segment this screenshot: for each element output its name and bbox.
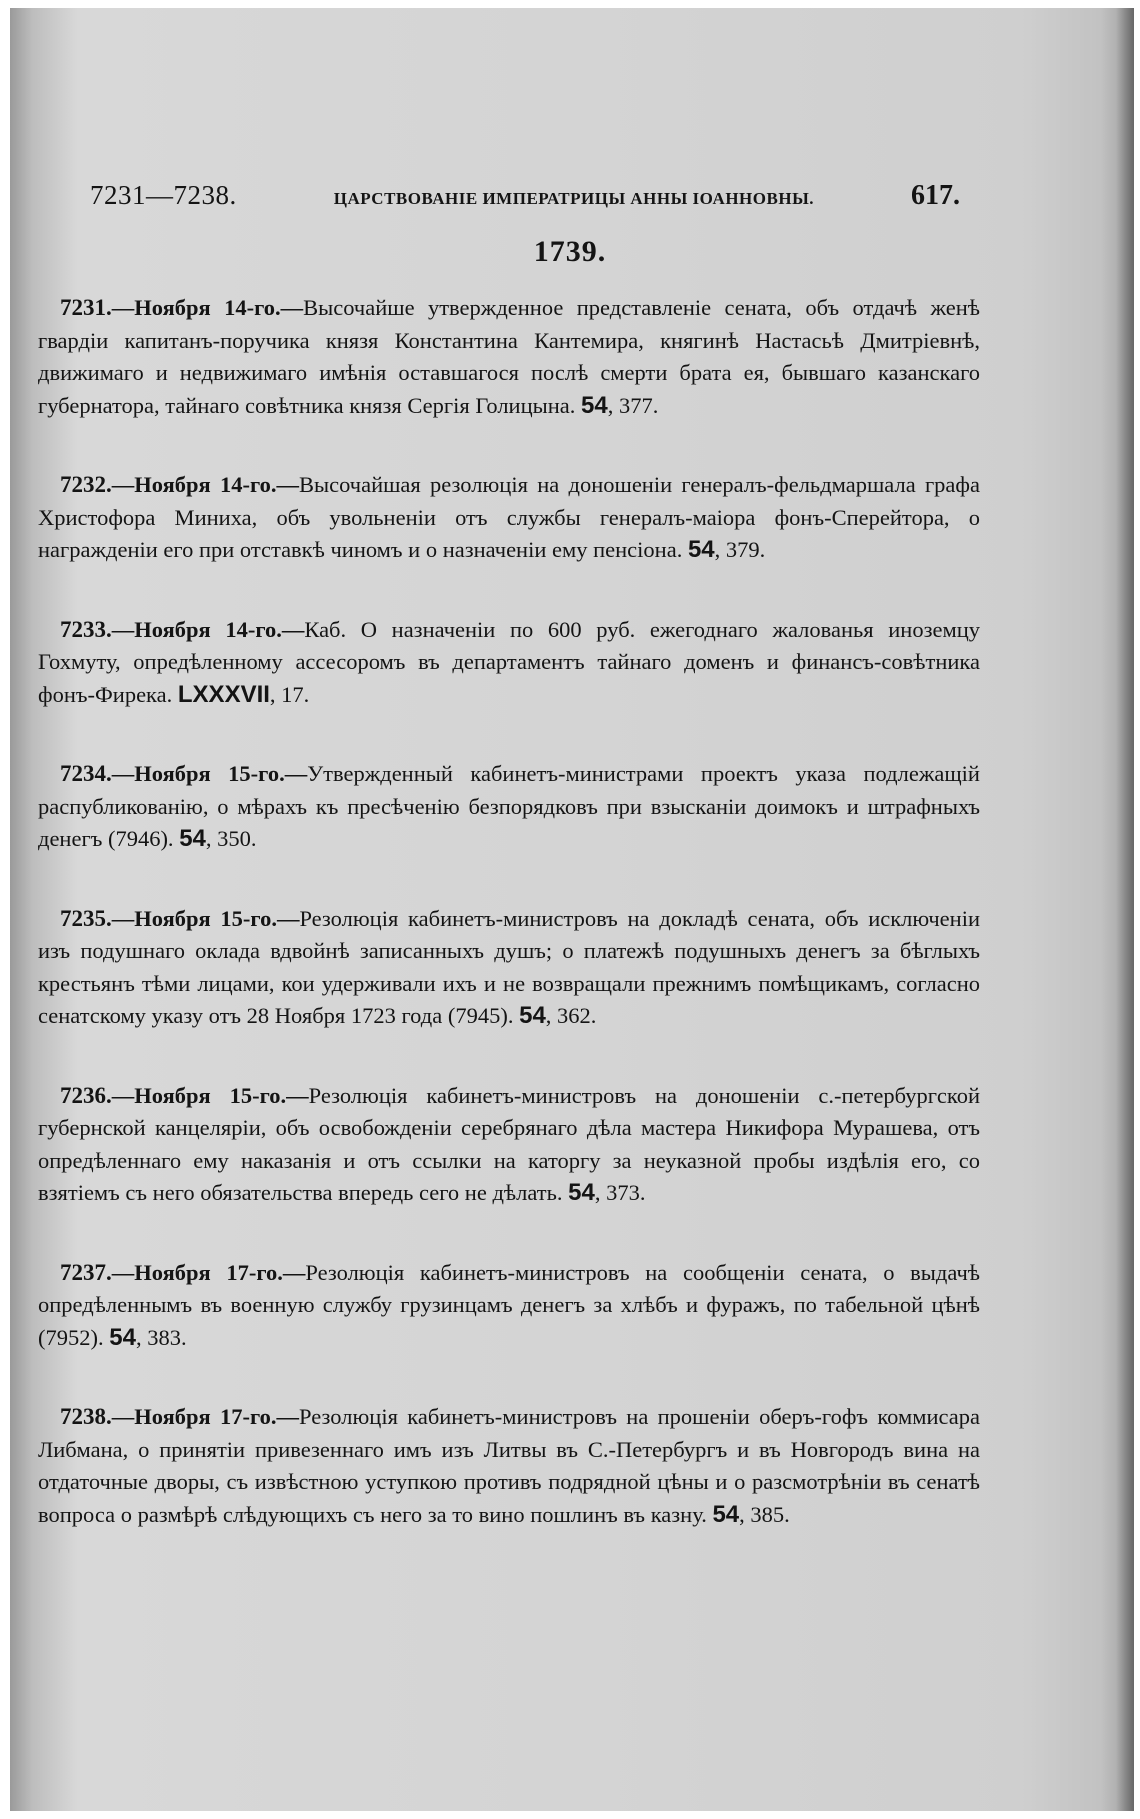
source-page: , 385. (739, 1501, 790, 1527)
source-page: , 383. (135, 1324, 187, 1350)
source-page: , 379. (714, 537, 766, 562)
source-volume: 54 (687, 536, 715, 563)
running-header (90, 180, 960, 220)
entry-text: Высочайшая резолюція на доношеніи генералъ-фельдмаршала графа Христофора Миниха, объ увольненіи отъ службы генералъ-маіора фонъ-Сперейтора, о награжденіи его при отставкѣ чиномъ и о назначеніи ему пенсіона. (38, 472, 980, 562)
entry-text: Утвержденный кабинетъ-министрами проектъ указа подлежащій распубликованію, о мѣрахъ къ пресѣченію безпорядковъ при взысканіи доимокъ и штрафныхъ денегъ (7946). (38, 761, 980, 851)
source-page: , 362. (545, 1003, 597, 1028)
entry-date: —Ноября 15-го.— (111, 761, 308, 786)
source-volume: 54 (519, 1002, 546, 1029)
entry-date: —Ноября 15-го.— (111, 1082, 309, 1108)
page-number: 617. (910, 180, 960, 211)
source-volume: 54 (568, 1179, 595, 1206)
entry-text: Резолюція кабинетъ-министровъ на докладѣ сената, объ исключеніи изъ подушнаго оклада вдвойнѣ записанныхъ душъ; о платежѣ подушныхъ денегъ за бѣглыхъ крестьянъ тѣми лицами, кои удерживали ихъ и не возвращали прежнимъ помѣщикамъ, согласно сенатскому указу отъ 28 Ноября 1723 года (7945). (38, 905, 980, 1028)
source-page: , 350. (205, 826, 257, 851)
source-page: , 373. (594, 1180, 646, 1205)
entry-number: 7238. (60, 1404, 112, 1429)
entry (38, 469, 980, 567)
entry-date: —Ноября 14-го.— (111, 472, 299, 497)
entries-list (38, 292, 980, 1578)
source-volume: LXXXVII (177, 680, 270, 708)
source-volume: 54 (179, 825, 206, 852)
entry-number: 7236. (60, 1082, 112, 1108)
entry-range: 7231—7238. (90, 180, 237, 210)
entry (38, 758, 980, 856)
entry-text: Резолюція кабинетъ-министровъ на сообщеніи сената, о выдачѣ опредѣленнымъ въ военную службу грузинцамъ денегъ за хлѣбъ и фуражъ, по табельной цѣнѣ (7952). (38, 1259, 980, 1350)
entry (38, 1401, 980, 1531)
entry-text: Высочайше утвержденное представленіе сената, объ отдачѣ женѣ гвардіи капитанъ-поручика князя Константина Кантемира, княгинѣ Настасьѣ Дмитріевнѣ, движимаго и недвижимаго имѣнія оставшагося послѣ смерти брата ея, бывшаго казанскаго губернатора, тайнаго совѣтника князя Сергія Голицына. (38, 295, 980, 418)
entry-number: 7231. (60, 295, 112, 320)
entry-number: 7237. (60, 1259, 112, 1285)
entry-number: 7232. (60, 472, 112, 497)
entry-text: Резолюція кабинетъ-министровъ на доношеніи с.-петербургской губернской канцеляріи, объ освобожденіи серебрянаго дѣла мастера Никифора Мурашева, отъ опредѣленнаго ему наказанія и отъ ссылки на каторгу за неуказной пробы издѣлія его, со взятіемъ съ него обязательства впередь сего не дѣлать. (38, 1082, 980, 1205)
entry-date: —Ноября 15-го.— (111, 905, 300, 931)
source-volume: 54 (109, 1323, 136, 1351)
entry (38, 1080, 980, 1210)
entry-text: Каб. О назначеніи по 600 руб. ежегоднаго жалованья иноземцу Гохмуту, опредѣленному ассесоромъ въ департаментъ тайнаго доменъ и финансъ-совѣтника фонъ-Фирека. (38, 616, 980, 707)
running-title: ЦАРСТВОВАНІЕ ИМПЕРАТРИЦЫ АННЫ ІОАННОВНЫ. (333, 189, 815, 208)
entry (38, 903, 980, 1033)
entry-number: 7233. (60, 616, 112, 642)
entry-date: —Ноября 17-го.— (111, 1404, 300, 1429)
entry-date: —Ноября 14-го.— (111, 616, 305, 642)
entry-date: —Ноября 14-го.— (111, 295, 304, 320)
page-edge-shadow (1116, 8, 1134, 1811)
source-volume: 54 (712, 1500, 740, 1528)
source-page: , 377. (607, 392, 659, 418)
source-volume: 54 (581, 391, 608, 419)
entry (38, 1257, 980, 1355)
entry (38, 614, 980, 712)
entry (38, 292, 980, 422)
entry-number: 7234. (60, 761, 112, 786)
source-page: , 17. (269, 681, 310, 707)
entry-text: Резолюція кабинетъ-министровъ на прошеніи оберъ-гофъ коммисара Либмана, о принятіи привезеннаго имъ изъ Литвы въ С.-Петербургъ и въ Новгородъ вина на отдаточные дворы, съ извѣстною уступкою противъ подрядной цѣны и о разсмотрѣніи въ сенатѣ вопроса о размѣрѣ слѣдующихъ съ него за то вино пошлинъ въ казну. (38, 1404, 980, 1527)
entry-date: —Ноября 17-го.— (111, 1259, 306, 1285)
year-heading: 1739. (533, 235, 607, 268)
entry-number: 7235. (60, 905, 112, 931)
